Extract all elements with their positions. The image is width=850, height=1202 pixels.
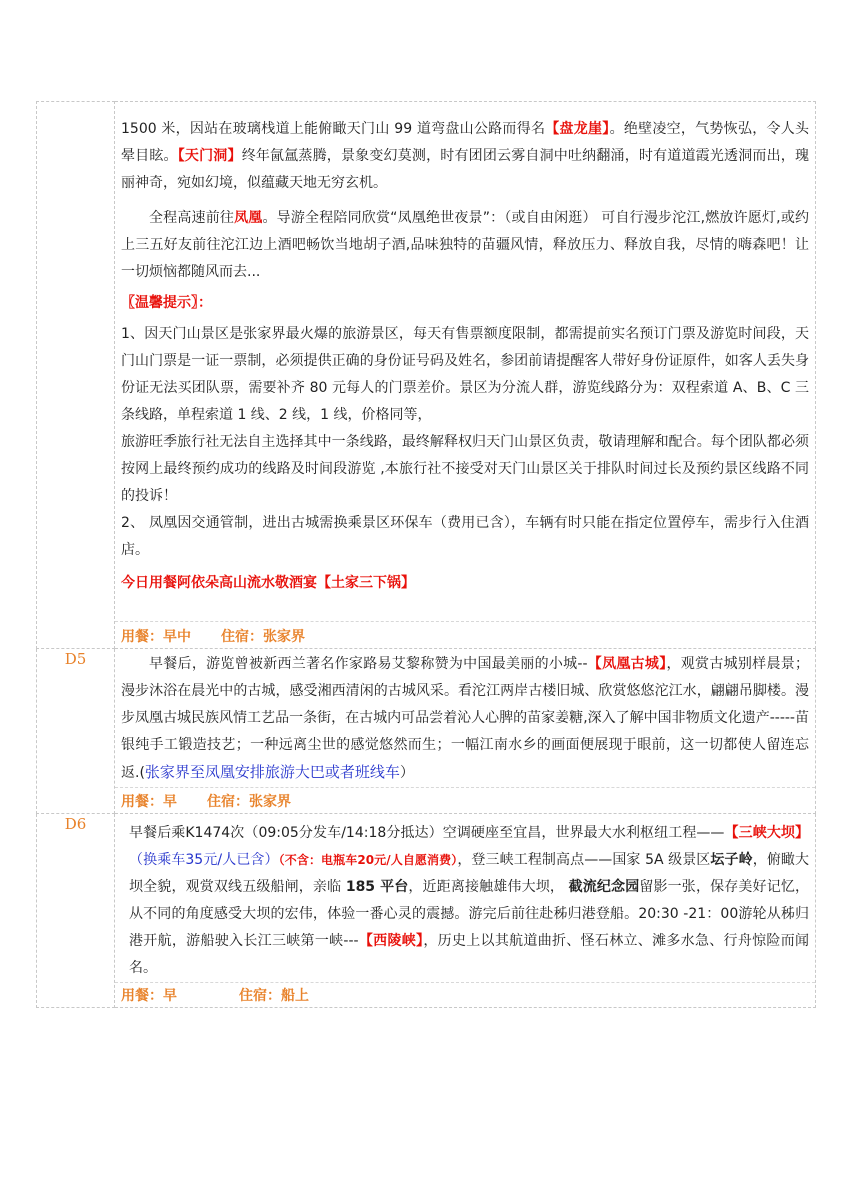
day5-number: D5	[64, 650, 87, 668]
itinerary-table	[36, 101, 816, 1008]
day4-meal: 用餐：早中	[121, 629, 191, 645]
day6-row	[37, 814, 816, 1008]
day4-stay: 住宿：张家界	[221, 629, 305, 645]
day5-meal-stay	[115, 787, 815, 813]
tip-1: 1、因天门山景区是张家界最火爆的旅游景区，每天有售票额度限制，都需提前实名预订门票及游览时间段，天门山门票是一证一票制，必须提供正确的身份证号码及姓名，参团前请提醒客人带好身份证原件，如客人丢失身份证无法买团队票，需要补齐 80 元每人的门票差价。景区为分流人群，游览线路分为：双程索道 A、B、C 三条线路，单程索道 1 线、2 线，1 线，价格同等，	[121, 326, 809, 423]
day5-paragraph: 早餐后，游览曾被新西兰著名作家路易艾黎称赞为中国最美丽的小城--【凤凰古城】，观赏古城别样晨景；漫步沐浴在晨光中的古城，感受湘西清闲的古城风采。看沱江两岸古楼旧城、欣赏悠悠沱江水，翩翩吊脚楼。漫步凤凰古城民族风情工艺品一条街，在古城内可品尝着沁人心脾的苗家姜糖,深入了解中国非物质文化遗产-----苗银纯手工锻造技艺；一种远离尘世的感觉悠然而生；一幅江南水乡的画面便展现于眼前，这一切都使人留连忘返.(张家界至凤凰安排旅游大巴或者班线车）	[121, 656, 810, 781]
day5-stay: 住宿：张家界	[207, 794, 291, 810]
day4-label-cell	[37, 102, 115, 649]
day4-row	[37, 102, 816, 649]
day4-meal-stay	[115, 621, 815, 648]
day5-meal: 用餐：早	[121, 794, 177, 810]
banquet-note: 今日用餐阿依朵高山流水敬酒宴【土家三下锅】	[121, 575, 415, 591]
day6-label-cell	[37, 814, 115, 1008]
day6-number: D6	[64, 815, 87, 833]
tip-2: 2、 凤凰因交通管制，进出古城需换乘景区环保车（费用已含），车辆有时只能在指定位置停车，需步行入住酒店。	[121, 515, 809, 558]
day4-paragraph-1: 1500 米，因站在玻璃栈道上能俯瞰天门山 99 道弯盘山公路而得名【盘龙崖】。绝壁凌空，气势恢弘，令人头晕目眩。【天门洞】终年氤氲蒸腾，景象变幻莫测，时有团团云雾自洞中吐纳翻涌，时有道道霞光透洞而出，瑰丽神奇，宛如幻境，似蕴藏天地无穷玄机。	[121, 121, 810, 191]
day6-stay: 住宿：船上	[239, 988, 309, 1004]
day5-label-cell	[37, 649, 115, 814]
day6-meal: 用餐：早	[121, 988, 177, 1004]
tip-1-continued: 旅游旺季旅行社无法自主选择其中一条线路，最终解释权归天门山景区负责，敬请理解和配合。每个团队都必须按网上最终预约成功的线路及时间段游览 ,本旅行社不接受对天门山景区关于排队时间过长及预约景区线路不同的投诉！	[121, 434, 809, 504]
day5-row	[37, 649, 816, 814]
itinerary-sheet	[36, 101, 814, 1008]
day6-paragraph: 早餐后乘K1474次（09:05分发车/14:18分抵达）空调硬座至宜昌，世界最大水利枢纽工程——【三峡大坝】（换乘车35元/人已含）（不含：电瓶车20元/人自愿消费），登三峡工程制高点——国家 5A 级景区坛子岭，俯瞰大坝全貌，观赏双线五级船闸，亲临 185 平台，近距离接触雄伟大坝， 截流纪念园留影一张，保存美好记忆，从不同的角度感受大坝的宏伟，体验一番心灵的震撼。游完后前往赴秭归港登船。20:30 -21：00游轮从秭归港开航，游船驶入长江三峡第一峡---【西陵峡】，历史上以其航道曲折、怪石林立、滩多水急、行舟惊险而闻名。	[129, 825, 810, 976]
day4-paragraph-2: 全程高速前往凤凰。导游全程陪同欣赏“凤凰绝世夜景”：（或自由闲逛） 可自行漫步沱江,燃放许愿灯,或约上三五好友前往沱江边上酒吧畅饮当地胡子酒,品味独特的苗疆风情，释放压力、释放自我，尽情的嗨森吧！让一切烦恼都随风而去...	[121, 210, 810, 280]
day6-content	[115, 814, 816, 1008]
day4-content	[115, 102, 816, 649]
tips-title: 〖温馨提示〗：	[121, 295, 212, 311]
day6-meal-stay	[115, 982, 815, 1007]
day5-content	[115, 649, 816, 814]
